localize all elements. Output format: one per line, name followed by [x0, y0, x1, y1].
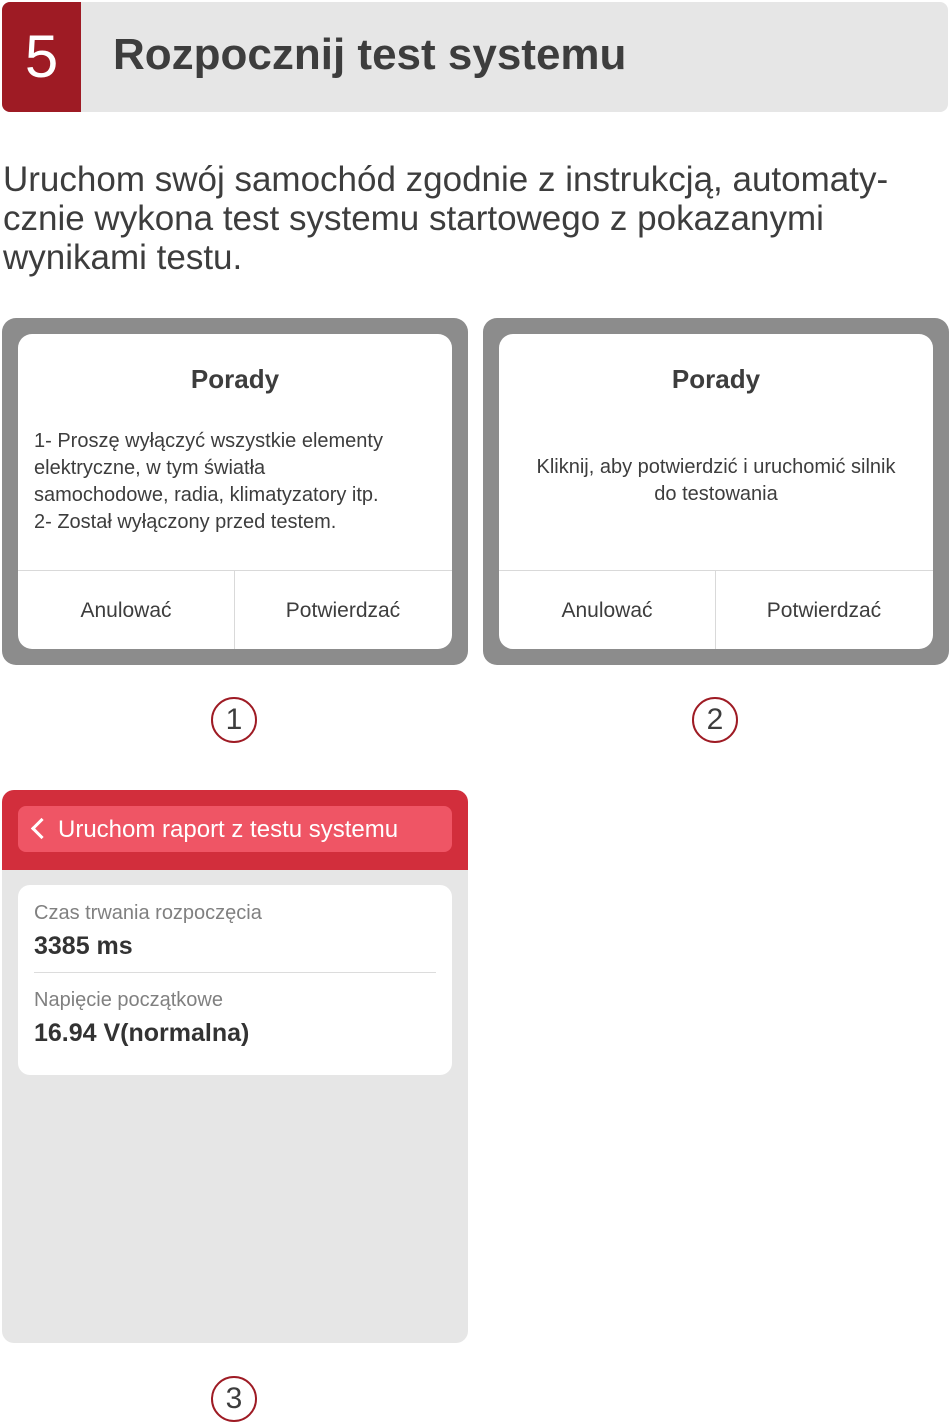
report-divider [34, 972, 436, 973]
report-title: Uruchom raport z testu systemu [58, 816, 399, 843]
tips-dialog-2 [499, 334, 933, 649]
step-marker-3: 3 [211, 1376, 257, 1422]
dialog-message-line: 1- Proszę wyłączyć wszystkie elementy [34, 430, 383, 452]
intro-line: Uruchom swój samochód zgodnie z instrukcją, automaty- [3, 160, 889, 199]
dialog-message-line: 2- Został wyłączony przed testem. [34, 511, 337, 533]
screenshot-frame-2 [483, 318, 949, 665]
report-card [18, 885, 452, 1075]
cancel-button[interactable]: Anulować [80, 599, 172, 622]
back-chevron-icon[interactable] [31, 818, 52, 839]
dialog-title: Porady [671, 364, 761, 394]
dialog-message-line: elektryczne, w tym światła [34, 457, 266, 479]
screenshot-frame-1 [2, 318, 468, 665]
intro-paragraph [3, 160, 933, 277]
dialog-message [34, 428, 444, 536]
start-voltage-label: Napięcie początkowe [34, 989, 223, 1011]
confirm-button[interactable]: Potwierdzać [766, 599, 882, 622]
cancel-button[interactable]: Anulować [561, 599, 653, 622]
intro-line: wynikami testu. [3, 238, 243, 277]
tips-dialog-1 [18, 334, 452, 649]
confirm-button[interactable]: Potwierdzać [285, 599, 401, 622]
dialog-message-line: samochodowe, radia, klimatyzatory itp. [34, 484, 379, 506]
step-marker-2: 2 [692, 697, 738, 743]
intro-line: cznie wykona test systemu startowego z pokazanymi [3, 199, 824, 238]
dialog-message-line: Kliknij, aby potwierdzić i uruchomić silnik [536, 456, 896, 478]
step-number-badge: 5 [2, 2, 81, 112]
step-marker-1: 1 [211, 697, 257, 743]
report-nav-bar [18, 806, 452, 852]
start-duration-label: Czas trwania rozpoczęcia [34, 902, 262, 924]
dialog-message [507, 454, 925, 508]
report-screen [2, 790, 468, 1343]
dialog-title: Porady [190, 364, 280, 394]
section-title: Rozpocznij test systemu [113, 30, 627, 79]
dialog-message-line: do testowania [654, 483, 778, 505]
start-voltage-value: 16.94 V(normalna) [34, 1019, 250, 1047]
start-duration-value: 3385 ms [34, 932, 133, 960]
